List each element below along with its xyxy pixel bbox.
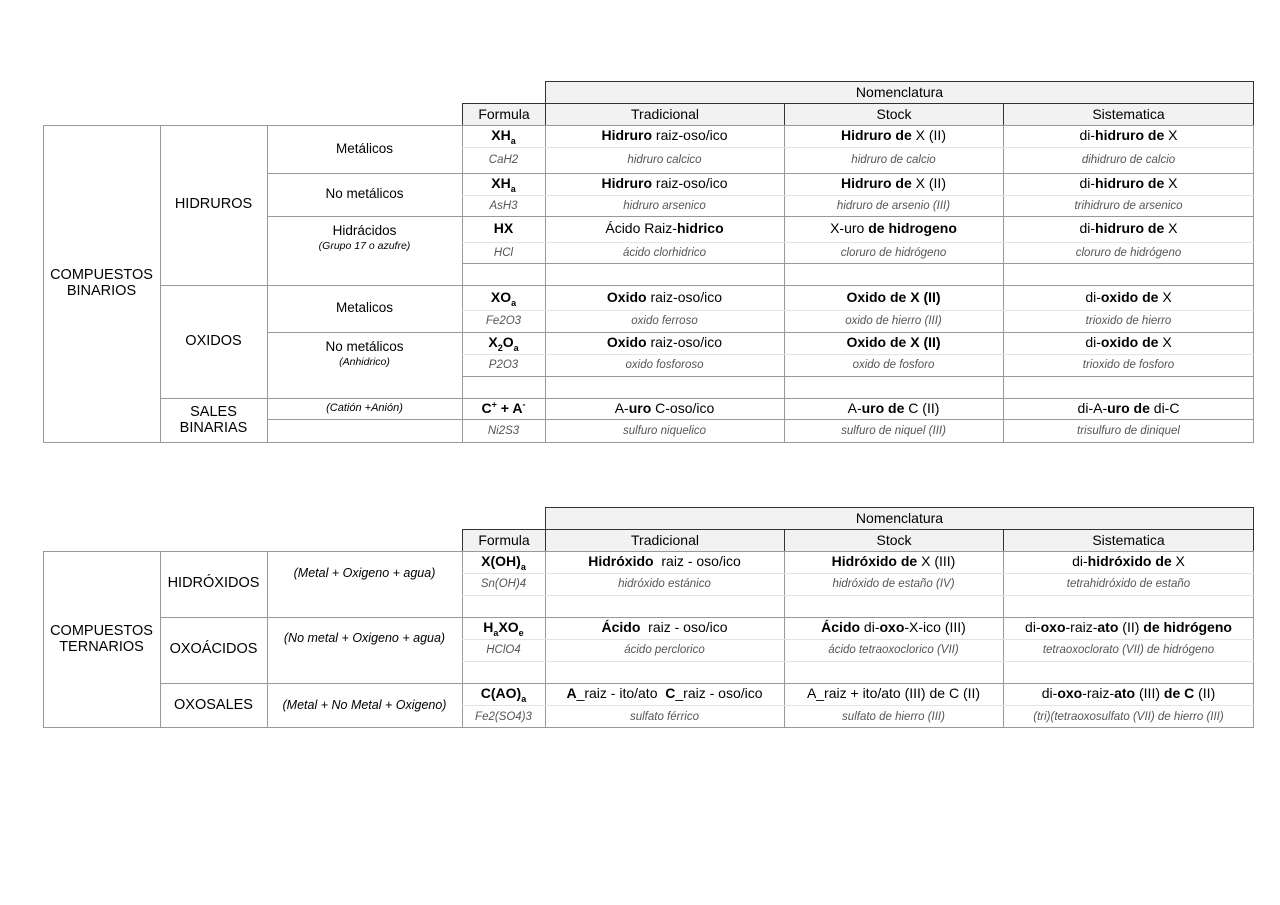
sist-oxosal: di-oxo-raiz-ato (III) de C (II)	[1041, 685, 1216, 702]
ex-stock-hcl: cloruro de hidrógeno	[840, 246, 947, 259]
ex-trad-snoh4: hidróxido estánico	[618, 578, 711, 591]
ex-stock-snoh4: hidróxido de estaño (IV)	[832, 578, 955, 591]
stock-oxosal: A_raiz + ito/ato (III) de C (II)	[806, 685, 981, 702]
stock-hidruro-nm: Hidruro de X (II)	[840, 175, 946, 192]
hidruros-label: HIDRUROS	[174, 196, 253, 213]
sistematica-header-2: Sistematica	[1003, 529, 1254, 552]
ox-no-metalicos-label: No metálicos (Anhidrico)	[325, 338, 404, 368]
hidroxidos-label: HIDRÓXIDOS	[167, 575, 260, 592]
trad-hidroxido: Hidróxido raiz - oso/ico	[588, 553, 741, 570]
ex-sist-fe2so43: (tri)(tetraoxosulfato (VII) de hierro (III)	[1033, 710, 1224, 723]
ex-formula-ash3: AsH3	[489, 199, 518, 212]
ex-formula-snoh4: Sn(OH)4	[480, 578, 527, 591]
oxoacidos-label: OXOÁCIDOS	[169, 641, 258, 658]
ex-trad-cah2: hidruro calcico	[627, 154, 702, 167]
ex-stock-cah2: hidruro de calcio	[851, 154, 936, 167]
trad-hidruro-nm: Hidruro raiz-oso/ico	[601, 175, 728, 192]
ex-trad-ni2s3: sulfuro niquelico	[622, 425, 707, 438]
ex-sist-ash3: trihidruro de arsenico	[1074, 199, 1183, 212]
formula-haxoe: $H_aXO_e$	[483, 619, 524, 639]
trad-oxosal: A_raiz - ito/ato C_raiz - oso/ico	[566, 685, 763, 702]
ex-sist-cah2: dihidruro de calcio	[1081, 154, 1176, 167]
formula-xoa: $XO_a$	[490, 288, 517, 308]
stock-hidroxido: Hidróxido de X (III)	[831, 553, 956, 570]
trad-oxido-nm: Oxido raiz-oso/ico	[606, 334, 723, 351]
ex-sist-hcl: cloruro de hidrógeno	[1075, 246, 1182, 259]
ex-formula-p2o3: P2O3	[488, 359, 519, 372]
oxosales-description: (Metal + No Metal + Oxigeno)	[282, 698, 447, 713]
ex-formula-hcl: HCl	[493, 246, 514, 259]
sist-sal: di-A-uro de di-C	[1077, 399, 1180, 416]
ex-trad-ash3: hidruro arsenico	[623, 199, 706, 212]
sist-oxido: di-oxido de X	[1085, 288, 1172, 305]
ex-trad-p2o3: oxido fosforoso	[625, 359, 704, 372]
ex-stock-ni2s3: sulfuro de niquel (III)	[841, 425, 946, 438]
oxoacidos-description: (No metal + Oxigeno + agua)	[283, 631, 446, 646]
hidracidos-label: Hidrácidos (Grupo 17 o azufre)	[318, 222, 411, 252]
ex-stock-p2o3: oxido de fosforo	[852, 359, 935, 372]
nomenclatura-header-2: Nomenclatura	[545, 507, 1254, 530]
sist-hidroxido: di-hidróxido de X	[1072, 553, 1185, 570]
formula-cation-anion: C+ + A-	[481, 399, 526, 416]
metalicos-label: Metálicos	[335, 140, 394, 156]
ex-formula-fe2o3: Fe2O3	[485, 315, 522, 328]
stock-header-2: Stock	[784, 529, 1004, 552]
tradicional-header: Tradicional	[545, 103, 785, 126]
sist-hidruro: di-hidruro de X	[1079, 127, 1178, 144]
ex-sist-p2o3: trioxido de fosforo	[1082, 359, 1175, 372]
trad-acido-hidrico: Ácido Raiz-hidrico	[605, 220, 724, 237]
ex-stock-ash3: hidruro de arsenio (III)	[836, 199, 951, 212]
no-metalicos-label: No metálicos	[325, 186, 404, 202]
ex-trad-hclo4: ácido perclorico	[624, 644, 705, 657]
sist-oxido-nm: di-oxido de X	[1085, 334, 1172, 351]
sales-binarias-label: SALES BINARIAS	[179, 403, 248, 436]
stock-acido: Ácido di-oxo-X-ico (III)	[821, 619, 966, 636]
stock-header: Stock	[784, 103, 1004, 126]
ex-sist-fe2o3: trioxido de hierro	[1085, 315, 1172, 328]
ex-formula-hclo4: HClO4	[486, 644, 521, 657]
ex-trad-fe2o3: oxido ferroso	[631, 315, 698, 328]
compuestos-ternarios-label: COMPUESTOS TERNARIOS	[50, 622, 153, 655]
ex-stock-hclo4: ácido tetraoxoclorico (VII)	[828, 644, 959, 657]
ex-sist-ni2s3: trisulfuro de diniquel	[1077, 425, 1180, 438]
stock-oxido: Oxido de X (II)	[846, 288, 941, 305]
trad-hidruro: Hidruro raiz-oso/ico	[601, 127, 728, 144]
sist-hidruro-hx: di-hidruro de X	[1079, 220, 1178, 237]
sistematica-header: Sistematica	[1003, 103, 1254, 126]
ex-sist-hclo4: tetraoxoclorato (VII) de hidrógeno	[1042, 644, 1215, 657]
ex-sist-snoh4: tetrahidróxido de estaño	[1066, 578, 1191, 591]
stock-sal: A-uro de C (II)	[847, 399, 940, 416]
stock-hidruro: Hidruro de X (II)	[840, 127, 946, 144]
formula-xha-nm: $XH_a$	[491, 175, 516, 195]
cation-anion-label: (Catión +Anión)	[326, 402, 403, 415]
tradicional-header-2: Tradicional	[545, 529, 785, 552]
formula-xha: $XH_a$	[491, 127, 516, 147]
formula-header: Formula	[462, 103, 546, 126]
ex-trad-hcl: ácido clorhidrico	[622, 246, 707, 259]
stock-oxido-nm: Oxido de X (II)	[846, 334, 941, 351]
trad-oxido: Oxido raiz-oso/ico	[606, 288, 723, 305]
sist-oxoacido: di-oxo-raiz-ato (II) de hidrógeno	[1025, 619, 1232, 636]
hidroxidos-description: (Metal + Oxigeno + agua)	[293, 566, 436, 581]
formula-x-oh-a: $X(OH)_a$	[481, 553, 526, 573]
ex-trad-fe2so43: sulfato férrico	[629, 710, 700, 723]
formula-c-ao-a: $C(AO)_a$	[480, 685, 527, 705]
ex-formula-cah2: CaH2	[488, 154, 519, 167]
formula-x2oa: $X_2O_a$	[488, 334, 519, 354]
ex-stock-fe2so43: sulfato de hierro (III)	[842, 710, 945, 723]
compuestos-binarios-label: COMPUESTOS BINARIOS	[50, 267, 153, 299]
stock-uro-hidrogeno: X-uro de hidrogeno	[830, 220, 957, 237]
formula-hx: HX	[493, 220, 514, 237]
ex-formula-fe2so43: Fe2(SO4)3	[475, 710, 532, 723]
ex-stock-fe2o3: oxido de hierro (III)	[845, 315, 942, 328]
oxosales-label: OXOSALES	[174, 696, 253, 713]
formula-header-2: Formula	[462, 529, 546, 552]
nomenclatura-header: Nomenclatura	[545, 81, 1254, 104]
trad-acido: Ácido raiz - oso/ico	[601, 619, 728, 636]
sist-hidruro-nm: di-hidruro de X	[1079, 175, 1178, 192]
oxidos-label: OXIDOS	[185, 332, 242, 349]
trad-sal: A-uro C-oso/ico	[614, 399, 715, 416]
ox-metalicos-label: Metalicos	[335, 300, 394, 316]
ex-formula-ni2s3: Ni2S3	[487, 425, 520, 438]
